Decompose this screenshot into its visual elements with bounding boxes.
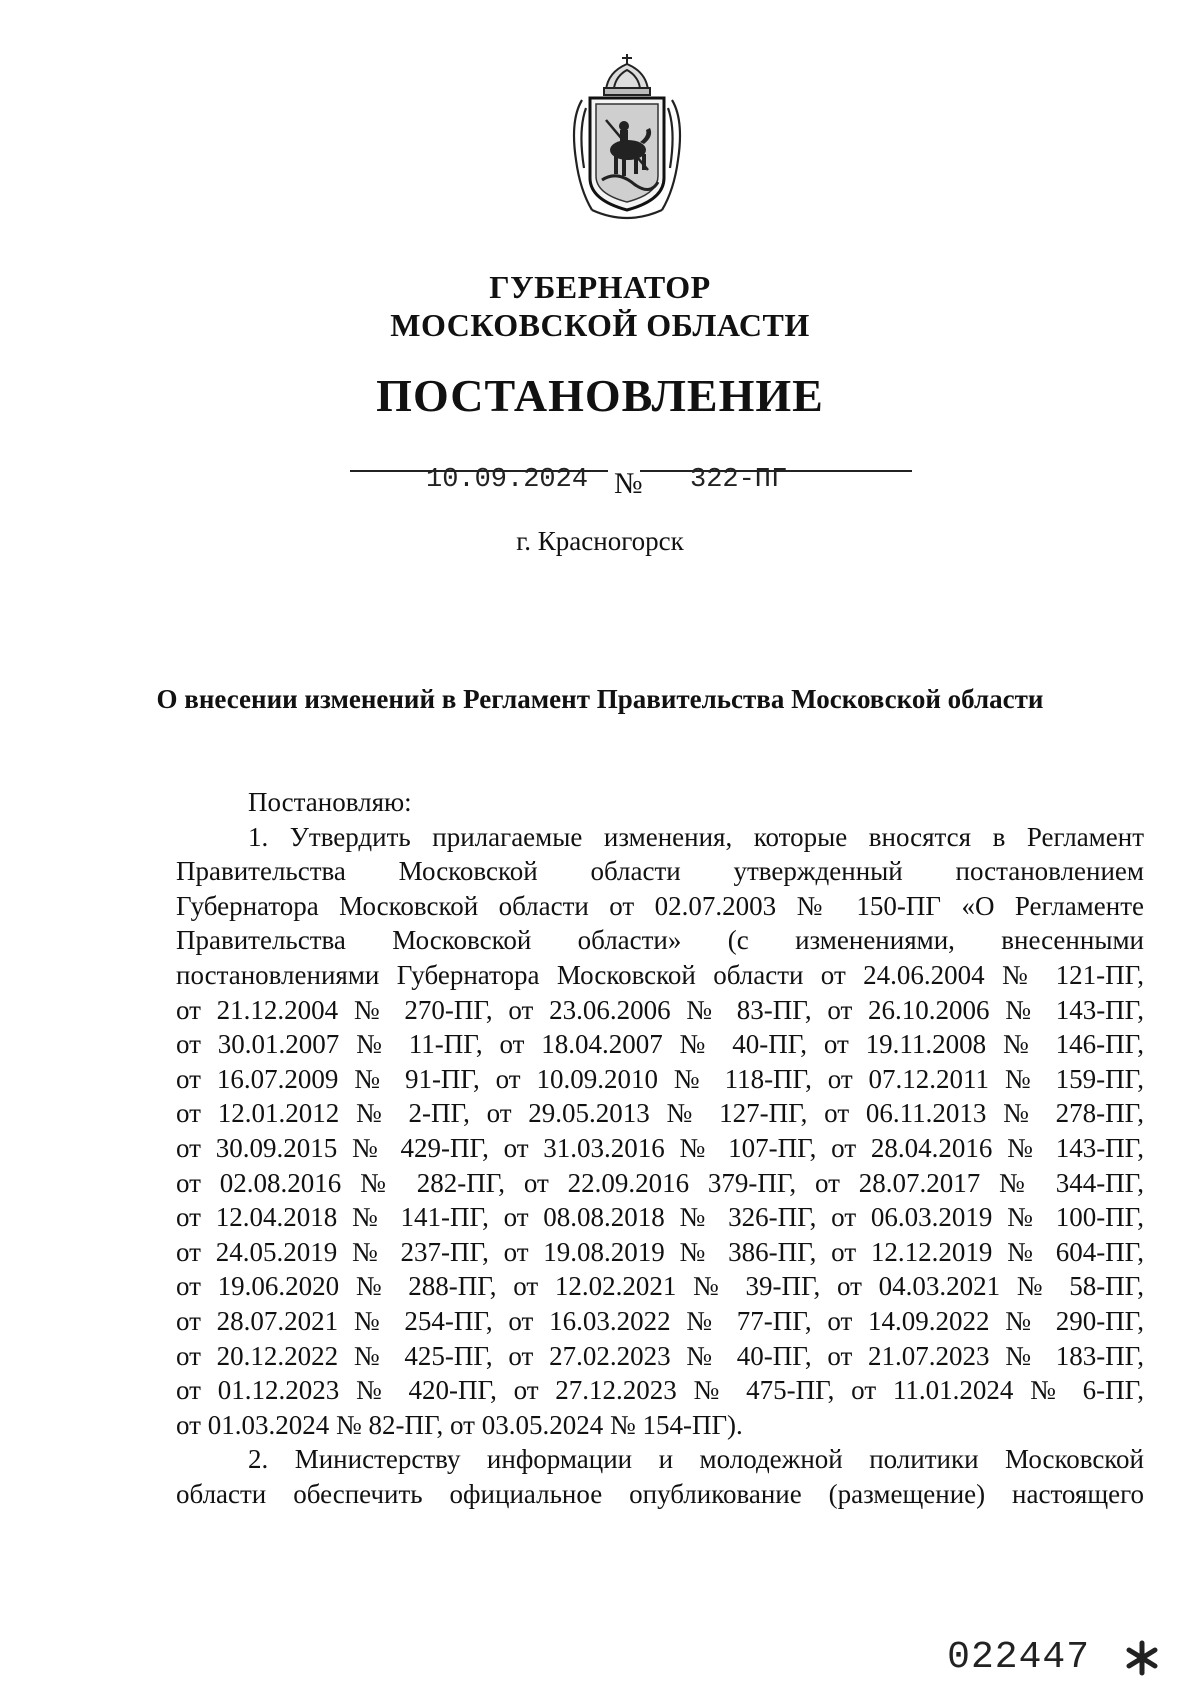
document-date: 10.09.2024 xyxy=(426,465,589,495)
intro-line: Постановляю: xyxy=(248,787,412,817)
number-sign: № xyxy=(614,467,643,500)
p1-line: 1. Утвердить прилагаемые изменения, которые вносятся в Регламент xyxy=(248,821,1144,852)
p1-line: от 01.12.2023 № 420-ПГ, от 27.12.2023 № 475-ПГ, от 11.01.2024 № 6-ПГ, xyxy=(176,1375,1144,1406)
p1-line: от 12.01.2012 № 2-ПГ, от 29.05.2013 № 127-ПГ, от 06.11.2013 № 278-ПГ, xyxy=(176,1098,1144,1129)
p1-line: от 12.04.2018 № 141-ПГ, от 08.08.2018 № 326-ПГ, от 06.03.2019 № 100-ПГ, xyxy=(176,1202,1144,1233)
p1-line: от 16.07.2009 № 91-ПГ, от 10.09.2010 № 118-ПГ, от 07.12.2011 № 159-ПГ, xyxy=(176,1063,1144,1094)
coat-of-arms-emblem xyxy=(562,50,692,222)
paragraph-1-last-line: от 01.03.2024 № 82-ПГ, от 03.05.2024 № 154-ПГ). xyxy=(176,1409,743,1440)
document-body xyxy=(176,785,1144,1511)
p2-line: 2. Министерству информации и молодежной политики Московской xyxy=(248,1444,1144,1475)
p1-line: от 28.07.2021 № 254-ПГ, от 16.03.2022 № 77-ПГ, от 14.09.2022 № 290-ПГ, xyxy=(176,1305,1144,1336)
p1-line: от 30.09.2015 № 429-ПГ, от 31.03.2016 № 107-ПГ, от 28.04.2016 № 143-ПГ, xyxy=(176,1132,1144,1163)
p1-line: Правительства Московской области» (с изменениями, внесенными xyxy=(176,925,1144,956)
asterisk-icon xyxy=(1124,1640,1160,1676)
p1-line: от 30.01.2007 № 11-ПГ, от 18.04.2007 № 40-ПГ, от 19.11.2008 № 146-ПГ, xyxy=(176,1029,1144,1060)
paragraph-2 xyxy=(176,1442,1144,1511)
paragraph-1 xyxy=(176,820,1144,1408)
p1-line: от 19.06.2020 № 288-ПГ, от 12.02.2021 № 39-ПГ, от 04.03.2021 № 58-ПГ, xyxy=(176,1271,1144,1302)
p1-line: от 21.12.2004 № 270-ПГ, от 23.06.2006 № 83-ПГ, от 26.10.2006 № 143-ПГ, xyxy=(176,994,1144,1025)
serial-number: 022447 xyxy=(947,1636,1090,1679)
p1-line: от 24.05.2019 № 237-ПГ, от 19.08.2019 № 386-ПГ, от 12.12.2019 № 604-ПГ, xyxy=(176,1236,1144,1267)
authority-line-2: МОСКОВСКОЙ ОБЛАСТИ xyxy=(390,307,810,343)
p2-line: области обеспечить официальное опубликование (размещение) настоящего xyxy=(176,1478,1144,1509)
city-name: г. Красногорск xyxy=(516,526,684,556)
p1-line: от 02.08.2016 № 282-ПГ, от 22.09.2016 379-ПГ, от 28.07.2017 № 344-ПГ, xyxy=(176,1167,1144,1198)
document-number: 322-ПГ xyxy=(690,465,788,495)
authority-line-1: ГУБЕРНАТОР xyxy=(489,269,711,305)
document-title: О внесении изменений в Регламент Правительства Московской области xyxy=(156,684,1044,714)
p1-line: постановлениями Губернатора Московской области от 24.06.2004 № 121-ПГ, xyxy=(176,959,1144,990)
p1-line: Губернатора Московской области от 02.07.2003 № 150-ПГ «О Регламенте xyxy=(176,890,1144,921)
p1-line: Правительства Московской области утвержденный постановлением xyxy=(176,856,1144,887)
p1-line: от 20.12.2022 № 425-ПГ, от 27.02.2023 № 40-ПГ, от 21.07.2023 № 183-ПГ, xyxy=(176,1340,1144,1371)
document-type-heading: ПОСТАНОВЛЕНИЕ xyxy=(376,370,824,421)
